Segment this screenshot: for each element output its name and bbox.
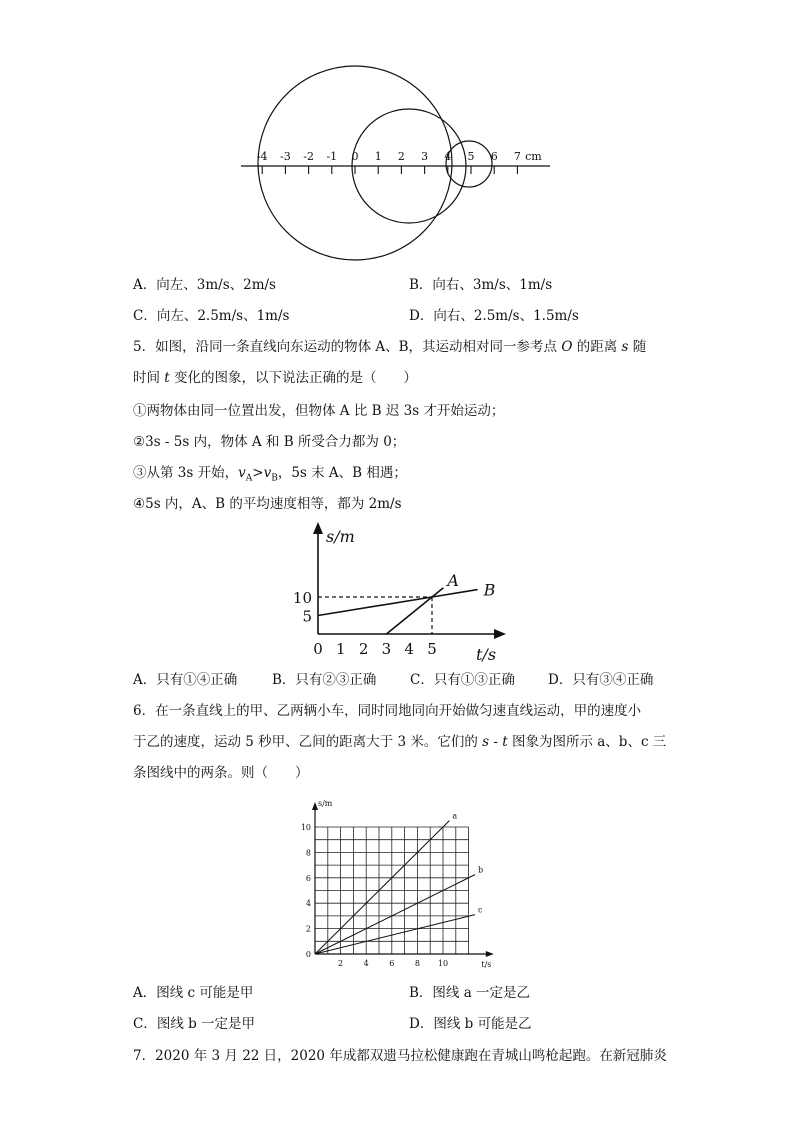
- q5-text: ，5s 末 A、B 相遇；: [277, 465, 407, 481]
- x-axis-label: t/s: [476, 645, 497, 664]
- x-tick-label: 4: [404, 640, 414, 658]
- q6-option-b[interactable]: B．图线 a 一定是乙: [409, 985, 531, 1001]
- q6-stem-line2: [133, 733, 666, 751]
- large-circle: [258, 66, 452, 260]
- q5-stem-line1: [133, 338, 646, 356]
- q5-var-o: O: [561, 339, 573, 355]
- x-tick-label: 8: [414, 959, 420, 968]
- circles-figure: [0, 0, 794, 270]
- q6-var-t: t: [502, 734, 508, 750]
- q5-sub: B: [271, 473, 278, 484]
- numline-tick-label: 4: [444, 150, 452, 163]
- q6-stem-line3: 条图线中的两条。则（ ）: [133, 765, 309, 781]
- q5-option-d[interactable]: D．只有③④正确: [548, 672, 654, 688]
- numline-tick-label: 1: [374, 150, 382, 163]
- q5-stem-line2: [133, 369, 417, 387]
- q5-statement-1: ①两物体由同一位置出发，但物体 A 比 B 迟 3s 才开始运动；: [133, 403, 505, 419]
- q4-option-a[interactable]: A．向左、3m/s、2m/s: [133, 277, 276, 293]
- y-axis-label: s/m: [326, 527, 355, 546]
- x-tick-label: 6: [389, 959, 395, 968]
- q5-option-a[interactable]: A．只有①④正确: [133, 672, 238, 688]
- x-tick-label: 10: [437, 959, 449, 968]
- x-tick-label: 1: [336, 640, 346, 658]
- x-axis-label: t/s: [481, 960, 492, 969]
- q5-text: ③从第 3s 开始，: [133, 465, 239, 481]
- series-label-a: a: [452, 811, 458, 821]
- numline-tick-label: 2: [397, 150, 405, 163]
- numline-tick-label: 0: [351, 150, 359, 163]
- q4-option-c[interactable]: C．向左、2.5m/s、1m/s: [133, 308, 290, 324]
- series-line-a: [315, 821, 449, 954]
- q5-var-s: s: [621, 339, 629, 355]
- numline-tick-label: -1: [326, 150, 338, 163]
- x-tick-label: 2: [338, 959, 344, 968]
- x-tick-label: 4: [363, 959, 369, 968]
- series-line-A: [386, 588, 443, 634]
- q6-var-s: s: [482, 734, 490, 750]
- q6-option-c[interactable]: C．图线 b 一定是甲: [133, 1016, 256, 1032]
- numline-tick-label: -2: [303, 150, 314, 163]
- y-axis-arrow: [313, 522, 323, 534]
- x-tick-label: 3: [381, 640, 392, 658]
- numline-tick-label: -4: [256, 150, 268, 163]
- x-axis-arrow: [486, 951, 494, 957]
- q6-text: -: [489, 734, 503, 750]
- q6-option-d[interactable]: D．图线 b 可能是乙: [409, 1016, 532, 1032]
- st-chart-ab: [0, 522, 794, 662]
- q5-text: 随: [628, 339, 647, 355]
- q5-statement-4: ④5s 内，A、B 的平均速度相等，都为 2m/s: [133, 496, 402, 512]
- y-axis-label: s/m: [318, 798, 333, 808]
- q5-option-b[interactable]: B．只有②③正确: [272, 672, 377, 688]
- numline-tick-label: 6: [490, 150, 498, 163]
- q5-text: 5．如图，沿同一条直线向东运动的物体 A、B，其运动相对同一参考点: [133, 339, 562, 355]
- y-tick-label: 0: [305, 950, 311, 959]
- small-circle: [446, 141, 492, 187]
- q5-text: 时间: [133, 370, 165, 386]
- y-tick-label: 4: [305, 899, 311, 909]
- numline-tick-label: 3: [421, 150, 429, 163]
- q5-text: 变化的图象，以下说法正确的是（ ）: [169, 370, 418, 386]
- q5-sub: A: [245, 473, 253, 484]
- x-tick-label: 5: [427, 640, 437, 658]
- series-label-b: b: [478, 865, 484, 875]
- q5-var-v: v: [238, 465, 246, 481]
- y-tick-label: 2: [305, 924, 311, 934]
- q5-var-t: t: [164, 370, 170, 386]
- x-tick-label: 2: [358, 640, 369, 658]
- series-label-B: B: [483, 580, 496, 600]
- y-tick-label: 8: [305, 848, 311, 858]
- q5-statement-3: [133, 464, 407, 488]
- q6-text: 图象为图所示 a、b、c 三: [507, 734, 667, 750]
- x-tick-label: 0: [313, 640, 323, 658]
- q5-option-c[interactable]: C．只有①③正确: [410, 672, 515, 688]
- series-line-b: [315, 875, 475, 954]
- q6-stem-line1: 6．在一条直线上的甲、乙两辆小车，同时同地同向开始做匀速直线运动，甲的速度小: [133, 703, 642, 719]
- q6-text: 于乙的速度，运动 5 秒甲、乙间的距离大于 3 米。它们的: [133, 734, 483, 750]
- q6-option-a[interactable]: A．图线 c 可能是甲: [133, 985, 254, 1001]
- q5-statement-2: ②3s - 5s 内，物体 A 和 B 所受合力都为 0；: [133, 434, 406, 450]
- numline-tick-label: 7: [513, 150, 521, 163]
- y-tick-label: 10: [300, 823, 311, 832]
- series-label-A: A: [447, 570, 459, 590]
- series-line-B: [318, 590, 478, 616]
- q5-var-v: v: [263, 465, 272, 481]
- st-chart-abc: [0, 790, 794, 980]
- x-axis-arrow: [494, 629, 506, 639]
- y-tick-label: 10: [292, 589, 312, 607]
- numline-unit: cm: [525, 150, 542, 163]
- numline-tick-label: 5: [467, 150, 475, 163]
- q5-text: 的距离: [572, 339, 622, 355]
- y-tick-label: 5: [302, 607, 312, 626]
- y-tick-label: 6: [305, 873, 311, 883]
- q5-text: >: [252, 465, 264, 481]
- q7-stem-line1: 7．2020 年 3 月 22 日，2020 年成都双遗马拉松健康跑在青城山鸣枪起跑。在新冠肺炎: [133, 1048, 667, 1064]
- series-line-c: [315, 915, 475, 954]
- q4-option-d[interactable]: D．向右、2.5m/s、1.5m/s: [409, 308, 579, 324]
- series-label-c: c: [478, 905, 483, 915]
- numline-tick-label: -3: [280, 150, 291, 163]
- q4-option-b[interactable]: B．向右、3m/s、1m/s: [409, 277, 553, 293]
